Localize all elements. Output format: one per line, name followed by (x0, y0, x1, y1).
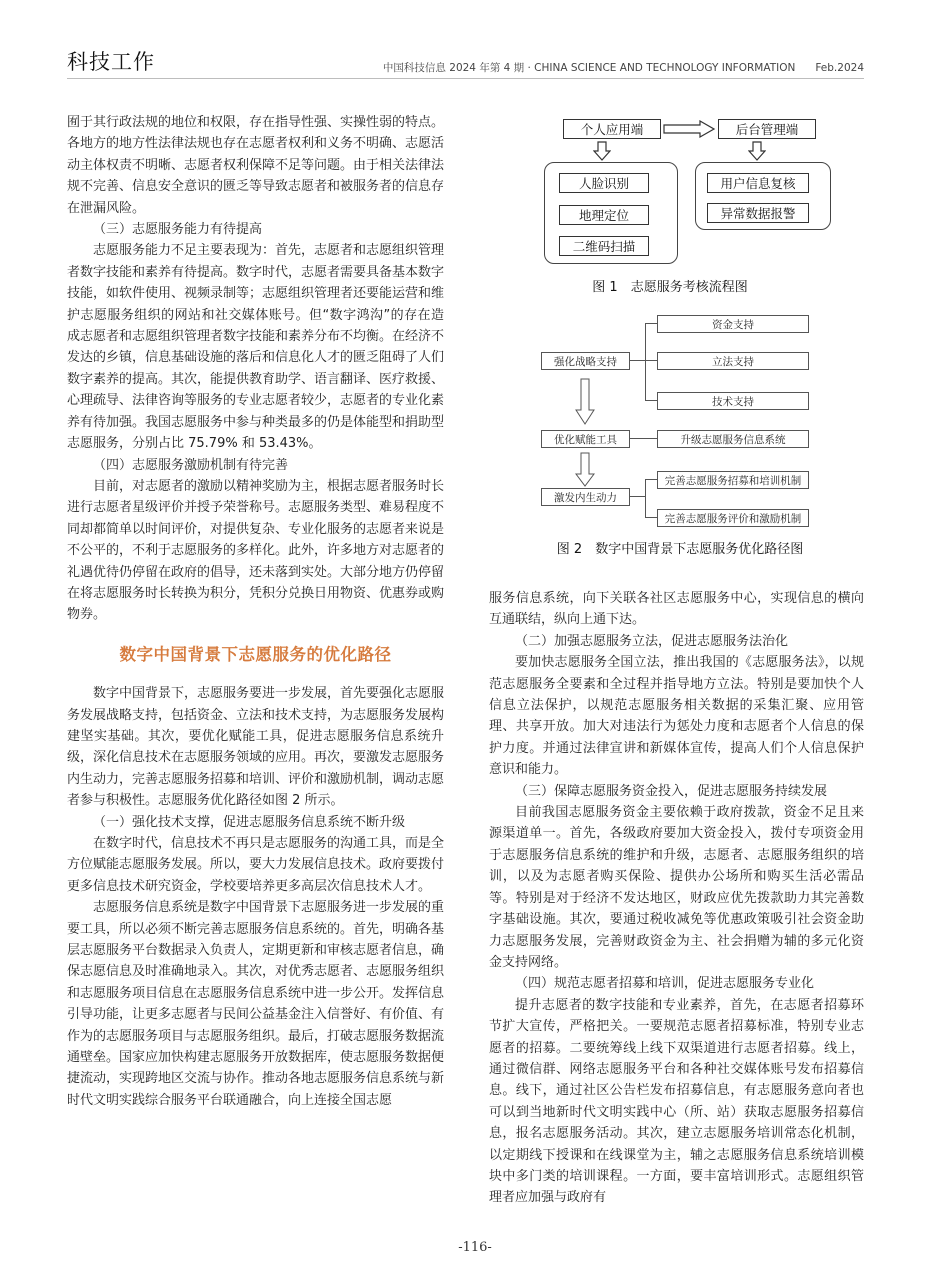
arrow-down-icon (575, 452, 595, 488)
right-column (489, 588, 864, 1209)
header-rule (67, 78, 864, 79)
journal-info (383, 60, 864, 75)
box-tech: 技术支持 (657, 392, 809, 410)
subheading: （四）规范志愿者招募和培训，促进志愿服务专业化 (515, 976, 815, 992)
connector (645, 517, 657, 518)
box-face-recognition: 人脸识别 (559, 173, 649, 193)
left-column (67, 112, 444, 1111)
journal-name: 中国科技信息 2024 年第 4 期 · CHINA SCIENCE AND TECHNOLOGY INFORMATION (382, 62, 796, 74)
connector (645, 323, 657, 324)
box-backend: 后台管理端 (718, 119, 816, 139)
box-anomaly-alarm: 异常数据报警 (707, 203, 809, 223)
paragraph: 志愿服务信息系统是数字中国背景下志愿服务进一步发展的重要工具，所以必须不断完善志愿服务信息系统的。首先，明确各基层志愿服务平台数据录入负责人，定期更新和审核志愿者信息，确保志愿信息及时准确地录入。其次，对优秀志愿者、志愿服务组织和志愿服务项目信息在志愿服务信息系统中进一步公开。发挥信息引导功能，让更多志愿者与民间公益基金注入信誉好、有价值、有作为的志愿服务项目与志愿服务组织。最后，打破志愿服务数据流通壁垒。国家应加快构建志愿服务开放数据库，使志愿服务数据便捷流动，实现跨地区交流与协作。推动各地志愿服务信息系统与新时代文明实践综合服务平台联通融合，向上连接全国志愿 (67, 900, 445, 1108)
box-motive: 激发内生动力 (541, 488, 630, 506)
page-number: -116- (458, 1240, 492, 1255)
box-tools: 优化赋能工具 (541, 430, 630, 448)
box-recruit-training: 完善志愿服务招募和培训机制 (657, 471, 809, 489)
connector (645, 479, 646, 517)
issue-date: Feb.2024 (815, 62, 864, 74)
arrow-right-icon (662, 120, 716, 138)
subheading: （一）强化技术支撑，促进志愿服务信息系统不断升级 (93, 814, 406, 830)
figure-1-caption: 图 1 志愿服务考核流程图 (592, 280, 748, 295)
connector (645, 479, 657, 480)
figure-1 (540, 117, 830, 277)
connector (645, 360, 657, 361)
arrow-down-icon (575, 378, 595, 426)
paragraph: 志愿服务能力不足主要表现为：首先，志愿者和志愿组织管理者数字技能和素养有待提高。数字时代，志愿者需要具备基本数字技能，如软件使用、视频录制等；志愿组织管理者还要能运营和维护志愿服务组织的网站和社交媒体账号。但“数字鸿沟”的存在造成志愿者和志愿组织管理者数字技能和素养分布不均衡。在经济不发达的乡镇，信息基础设施的落后和信息化人才的匮乏阻碍了人们数字素养的提高。其次，能提供教育助学、语言翻译、医疗救援、心理疏导、法律咨询等服务的专业志愿者较少，志愿者的专业化素养有待加强。我国志愿服务中参与种类最多的仍是体能型和捐助型志愿服务，分别占比 75.79% 和 53.43%。 (67, 243, 445, 452)
connector (645, 400, 657, 401)
box-personal-app: 个人应用端 (563, 119, 661, 139)
subheading: （三）保障志愿服务资金投入，促进志愿服务持续发展 (515, 783, 828, 799)
box-geo-location: 地理定位 (559, 205, 649, 225)
subheading: （二）加强志愿服务立法，促进志愿服务法治化 (515, 633, 789, 649)
box-funding: 资金支持 (657, 315, 809, 333)
figure-2-caption: 图 2 数字中国背景下志愿服务优化路径图 (556, 542, 804, 557)
arrow-down-icon (593, 141, 611, 161)
box-qr-scan: 二维码扫描 (559, 236, 649, 256)
paragraph: 提升志愿者的数字技能和专业素养，首先，在志愿者招募环节扩大宣传，严格把关。一要规范志愿者招募标准，特别专业志愿者的招募。二要统筹线上线下双渠道进行志愿者招募。线上，通过微信群、网络志愿服务平台和各种社交媒体账号发布招募信息。线下，通过社区公告栏发布招募信息，有志愿服务意向者也可以到当地新时代文明实践中心（所、站）获取志愿服务招募信息，报名志愿服务活动。其次，建立志愿服务培训常态化机制，以定期线下授课和在线课堂为主，辅之志愿服务信息系统培训模块中多门类的培训课程。一方面，要丰富培训形式。志愿组织管理者应加强与政府有 (489, 997, 864, 1206)
arrow-down-icon (748, 141, 766, 161)
paragraph: 目前，对志愿者的激励以精神奖励为主，根据志愿者服务时长进行志愿者星级评价并授予荣誉称号。志愿服务类型、难易程度不同却都简单以时间评价，对提供复杂、专业化服务的志愿者来说是不公平的，不利于志愿服务的多样化。此外，许多地方对志愿者的礼遇优待仍停留在政府的倡导，还未落到实处。大部分地方仍停留在将志愿服务时长转换为积分，凭积分兑换日用物资、优惠券或购物券。 (67, 478, 445, 623)
figure-2 (537, 312, 812, 530)
connector (629, 496, 645, 497)
section-title: 科技工作 (67, 50, 155, 74)
subheading: （三）志愿服务能力有待提高 (93, 222, 263, 238)
paragraph: 要加快志愿服务全国立法，推出我国的《志愿服务法》，以规范志愿服务全要素和全过程并指导地方立法。特别是要加快个人信息立法保护，以规范志愿服务相关数据的采集汇聚、应用管理、共享开放。加大对违法行为惩处力度和志愿者个人信息的保护力度。并通过法律宣讲和新媒体宣传，提高人们个人信息保护意识和能力。 (489, 655, 864, 778)
connector (645, 323, 646, 401)
box-upgrade-system: 升级志愿服务信息系统 (657, 430, 809, 448)
connector (629, 438, 657, 439)
paragraph: 在数字时代，信息技术不再只是志愿服务的沟通工具，而是全方位赋能志愿服务发展。所以，要大力发展信息技术。政府要拨付更多信息技术研究资金，学校要培养更多高层次信息技术人才。 (67, 836, 445, 894)
subheading: （四）志愿服务激励机制有待完善 (93, 457, 289, 473)
connector (629, 360, 645, 361)
paragraph: 目前我国志愿服务资金主要依赖于政府拨款，资金不足且来源渠道单一。首先，各级政府要加大资金投入，拨付专项资金用于志愿服务信息系统的维护和升级，志愿者、志愿服务组织的培训，以及为志愿者购买保险、提供办公场所和购买生活必需品等。特别是对于经济不发达地区，财政应优先拨款助力其完善数字基础设施。其次，要通过税收减免等优惠政策吸引社会资金助力志愿服务发展，完善财政资金为主、社会捐赠为辅的多元化资金支持网络。 (489, 805, 864, 970)
paragraph: 囿于其行政法规的地位和权限，存在指导性强、实操性弱的特点。各地方的地方性法律法规也存在志愿者权利和义务不明确、志愿活动主体权责不明晰、志愿者权利保障不足等问题。由于相关法律法规不完善、信息安全意识的匮乏等导致志愿者和被服务者的信息存在泄漏风险。 (67, 115, 445, 216)
box-evaluate-incentive: 完善志愿服务评价和激励机制 (657, 509, 809, 527)
box-legal: 立法支持 (657, 352, 809, 370)
section-heading: 数字中国背景下志愿服务的优化路径 (119, 644, 392, 664)
paragraph: 服务信息系统，向下关联各社区志愿服务中心，实现信息的横向互通联结，纵向上通下达。 (489, 591, 864, 628)
box-strategy: 强化战略支持 (541, 352, 630, 370)
box-user-review: 用户信息复核 (707, 173, 809, 193)
paragraph: 数字中国背景下，志愿服务要进一步发展，首先要强化志愿服务发展战略支持，包括资金、立法和技术支持，为志愿服务发展构建坚实基础。其次，要优化赋能工具，促进志愿服务信息系统升级，深化信息技术在志愿服务领域的应用。再次，要激发志愿服务内生动力，完善志愿服务招募和培训、评价和激励机制，调动志愿者参与积极性。志愿服务优化路径如图 2 所示。 (67, 686, 445, 809)
